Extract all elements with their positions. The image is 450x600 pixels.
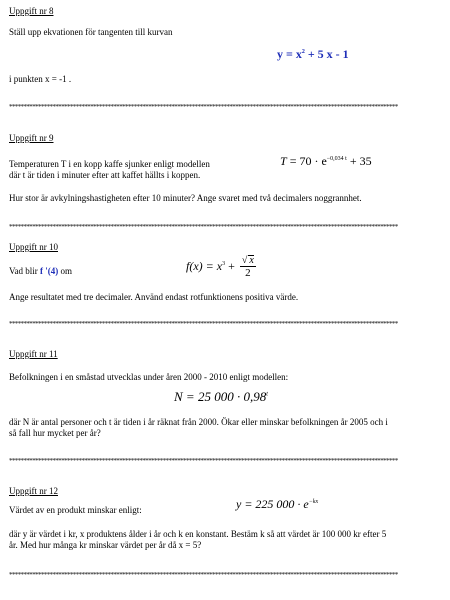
q8-equation — [277, 49, 349, 60]
q11-text-1: Befolkningen i en småstad utvecklas under åren 2000 - 2010 enligt modellen: — [9, 372, 289, 382]
q8-eq-lhs: y = x — [277, 47, 302, 61]
q11-heading: Uppgift nr 11 — [9, 349, 58, 359]
q12-text-1: Värdet av en produkt minskar enligt: — [9, 505, 142, 515]
q12-text-2: där y är värdet i kr, x produktens ålder i år och k en konstant. Bestäm k så att värdet är 100 000 kr efter 5 — [9, 529, 387, 539]
q11-text-2: där N är antal personer och t är tiden i år räknat från 2000. Ökar eller minskar befolkningen år 2005 och i — [9, 417, 388, 427]
q12-formula-exponent: −kx — [308, 499, 319, 505]
q10-fraction — [240, 255, 256, 279]
q8-heading: Uppgift nr 8 — [9, 6, 54, 16]
q11-formula — [174, 391, 268, 402]
q10-formula-exponent: 3 — [222, 260, 226, 267]
q8-eq-rhs: + 5 x - 1 — [304, 47, 349, 61]
q8-point-text: i punkten x = -1 . — [9, 74, 72, 84]
q9-formula-mid: = 70 · e — [286, 154, 327, 168]
q10-text-pre: Vad blir — [9, 266, 40, 276]
q9-formula-rhs: + 35 — [346, 154, 372, 168]
q12-heading: Uppgift nr 12 — [9, 486, 58, 496]
q10-instruction: Ange resultatet med tre decimaler. Använd endast rotfunktionens positiva värde. — [9, 292, 299, 302]
separator: ************************************************************************************************************************************** — [9, 103, 398, 111]
q10-function-derivative: f '(4) — [40, 266, 59, 276]
q9-formula-lhs: T — [280, 154, 287, 168]
q10-formula — [186, 255, 256, 279]
q9-formula-exponent: −0,034 t — [326, 156, 347, 162]
q8-text: Ställ upp ekvationen för tangenten till kurvan — [9, 27, 173, 37]
q10-sqrt-x: x — [249, 255, 254, 266]
q10-formula-lhs: f(x) = x — [186, 258, 223, 273]
q11-formula-main: N = 25 000 · 0,98 — [174, 389, 267, 404]
q11-text-3: så fall hur mycket per år? — [9, 428, 101, 438]
q12-formula — [236, 499, 318, 510]
q9-heading: Uppgift nr 9 — [9, 133, 54, 143]
q10-text — [9, 266, 72, 277]
q12-formula-main: y = 225 000 · e — [236, 497, 309, 511]
q9-text-2: där t är tiden i minuter efter att kaffet hällts i koppen. — [9, 170, 201, 180]
q8-eq-exponent: 2 — [301, 49, 305, 55]
q9-text-1: Temperaturen T i en kopp kaffe sjunker enligt modellen — [9, 159, 210, 169]
q12-text-3: år. Med hur många kr minskar värdet per år då x = 5? — [9, 540, 202, 550]
separator: ************************************************************************************************************************************** — [9, 571, 398, 579]
q10-numerator: √ x — [241, 255, 254, 266]
q10-heading: Uppgift nr 10 — [9, 242, 58, 252]
separator: ************************************************************************************************************************************** — [9, 457, 398, 465]
q9-question: Hur stor är avkylningshastigheten efter 10 minuter? Ange svaret med två decimalers noggrannhet. — [9, 193, 362, 203]
q10-denominator: 2 — [245, 267, 251, 279]
q11-formula-exponent: t — [266, 391, 268, 398]
q10-text-post: om — [58, 266, 73, 276]
separator: ************************************************************************************************************************************** — [9, 320, 398, 328]
q10-formula-plus: + — [225, 258, 238, 273]
separator: ************************************************************************************************************************************** — [9, 223, 398, 231]
q9-formula — [280, 156, 372, 167]
